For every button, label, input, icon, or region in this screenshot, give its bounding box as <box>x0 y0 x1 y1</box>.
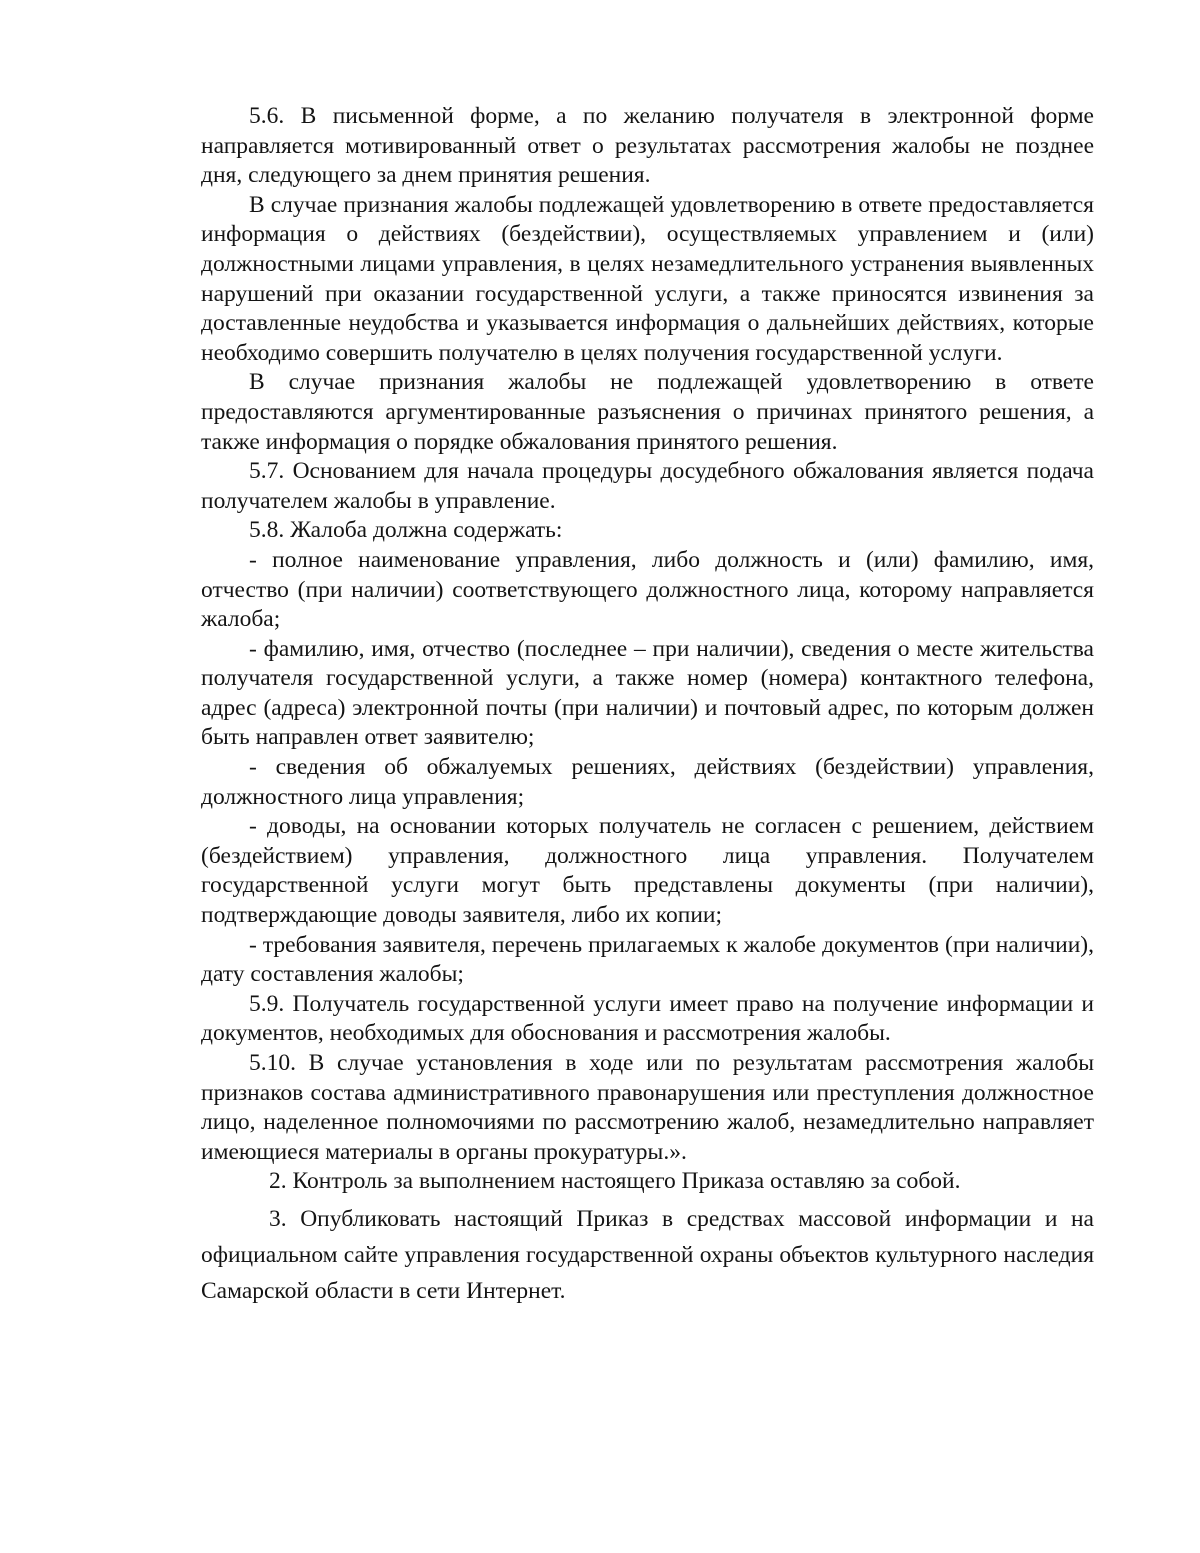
paragraph-5-10: 5.10. В случае установления в ходе или по результатам рассмотрения жалобы признаков состава административного правонарушения или преступления должностное лицо, наделенное полномочиями по рассмотрению жалоб, незамедлительно направляет имеющиеся материалы в органы прокуратуры.». <box>201 1050 1094 1165</box>
paragraph-5-8: 5.8. Жалоба должна содержать: <box>249 517 563 544</box>
paragraph-5-9: 5.9. Получатель государственной услуги имеет право на получение информации и документов, необходимых для обоснования и рассмотрения жалобы. <box>201 990 1094 1047</box>
order-item-2: 2. Контроль за выполнением настоящего Приказа оставляю за собой. <box>269 1168 961 1195</box>
list-item-appealed-decisions: - сведения об обжалуемых решениях, действиях (бездействии) управления, должностного лица управления; <box>201 754 1094 810</box>
paragraph-complaint-satisfied: В случае признания жалобы подлежащей удовлетворению в ответе предоставляется информация о действиях (бездействии), осуществляемых управлением и (или) должностными лицами управления, в целях незамедлительного устранения выявленных нарушений при оказании государственной услуги, а также приносятся извинения за доставленные неудобства и указывается информация о дальнейших действиях, которые необходимо совершить получателю в целях получения государственной услуги. <box>201 191 1094 366</box>
paragraph-complaint-not-satisfied: В случае признания жалобы не подлежащей удовлетворению в ответе предоставляются аргументированные разъяснения о причинах принятого решения, а также информация о порядке обжалования принятого решения. <box>201 369 1094 455</box>
list-item-requirements: - требования заявителя, перечень прилагаемых к жалобе документов (при наличии), дату составления жалобы; <box>201 931 1094 988</box>
list-item-arguments: - доводы, на основании которых получатель не согласен с решением, действием (бездействием) управления, должностного лица управления. Получателем государственной услуги могут быть представлены документы (при наличии), подтверждающие доводы заявителя, либо их копии; <box>201 813 1094 929</box>
document-page <box>201 102 1094 1309</box>
paragraph-5-6: 5.6. В письменной форме, а по желанию получателя в электронной форме направляется мотивированный ответ о результатах рассмотрения жалобы не позднее дня, следующего за днем принятия решения. <box>201 103 1094 189</box>
paragraph-5-7: 5.7. Основанием для начала процедуры досудебного обжалования является подача получателем жалобы в управление. <box>201 458 1094 514</box>
order-item-3: 3. Опубликовать настоящий Приказ в средствах массовой информации и на официальном сайте управления государственной охраны объектов культурного наследия Самарской области в сети Интернет. <box>201 1205 1094 1304</box>
list-item-full-name: - полное наименование управления, либо должность и (или) фамилию, имя, отчество (при наличии) соответствующего должностного лица, которому направляется жалоба; <box>201 546 1094 633</box>
list-item-contact-details: - фамилию, имя, отчество (последнее – при наличии), сведения о месте жительства получателя государственной услуги, а также номер (номера) контактного телефона, адрес (адреса) электронной почты (при наличии) и почтовый адрес, по которым должен быть направлен ответ заявителю; <box>201 635 1094 751</box>
